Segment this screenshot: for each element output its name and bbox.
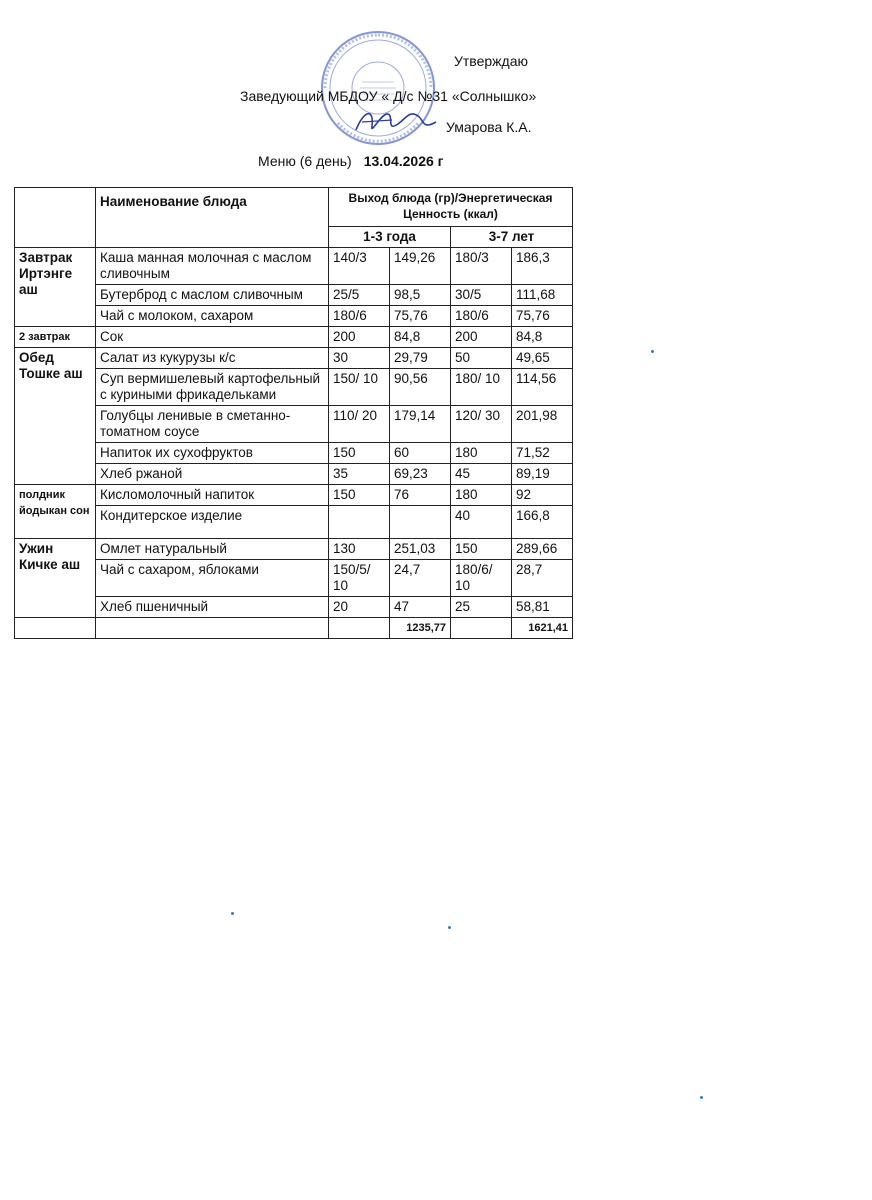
col-name-header: Наименование блюда [96, 188, 329, 248]
weight-1-3: 110/ 20 [329, 406, 390, 443]
weight-3-7: 150 [451, 539, 512, 560]
energy-1-3: 29,79 [390, 348, 451, 369]
weight-3-7: 180 [451, 443, 512, 464]
weight-3-7: 180/6/ 10 [451, 560, 512, 597]
table-header-row [15, 188, 573, 227]
head-name: Умарова К.А. [446, 119, 532, 135]
weight-3-7: 180/6 [451, 306, 512, 327]
table-row [15, 369, 573, 406]
menu-day: Меню (6 день) [258, 153, 352, 169]
section-label: 2 завтрак [15, 327, 96, 348]
energy-1-3: 251,03 [390, 539, 451, 560]
table-row [15, 306, 573, 327]
energy-3-7: 186,3 [512, 248, 573, 285]
section-label: Завтрак Иртэнге аш [15, 248, 96, 327]
head-title: Заведующий МБДОУ « Д/с №31 «Солнышко» [240, 88, 537, 104]
energy-1-3: 47 [390, 597, 451, 618]
scan-speck [231, 912, 234, 915]
approve-label: Утверждаю [454, 53, 528, 69]
energy-3-7: 111,68 [512, 285, 573, 306]
weight-3-7: 180/ 10 [451, 369, 512, 406]
energy-3-7: 166,8 [512, 506, 573, 539]
energy-1-3: 149,26 [390, 248, 451, 285]
table-row [15, 327, 573, 348]
section-label: полдник йодыкан сон [15, 485, 96, 539]
weight-1-3: 30 [329, 348, 390, 369]
header-empty-cell [15, 188, 96, 248]
energy-1-3: 90,56 [390, 369, 451, 406]
totals-empty-cell [451, 618, 512, 639]
table-row [15, 248, 573, 285]
total-1-3: 1235,77 [390, 618, 451, 639]
table-row [15, 406, 573, 443]
totals-row [15, 618, 573, 639]
signature [352, 100, 442, 140]
energy-1-3: 84,8 [390, 327, 451, 348]
energy-3-7: 114,56 [512, 369, 573, 406]
table-row [15, 485, 573, 506]
weight-1-3: 150 [329, 443, 390, 464]
table-row [15, 597, 573, 618]
totals-empty-cell [15, 618, 96, 639]
energy-3-7: 201,98 [512, 406, 573, 443]
weight-3-7: 30/5 [451, 285, 512, 306]
col-output-header: Выход блюда (гр)/Энергетическая Ценность (ккал) [329, 188, 573, 227]
section-label: Обед Тошке аш [15, 348, 96, 485]
weight-3-7: 180 [451, 485, 512, 506]
menu-title [258, 153, 444, 169]
energy-3-7: 92 [512, 485, 573, 506]
weight-3-7: 50 [451, 348, 512, 369]
weight-1-3: 20 [329, 597, 390, 618]
table-row [15, 539, 573, 560]
energy-1-3: 24,7 [390, 560, 451, 597]
dish-name: Бутерброд с маслом сливочным [96, 285, 329, 306]
weight-1-3: 150 [329, 485, 390, 506]
weight-3-7: 45 [451, 464, 512, 485]
table-row [15, 506, 573, 539]
weight-1-3: 140/3 [329, 248, 390, 285]
dish-name: Чай с сахаром, яблоками [96, 560, 329, 597]
energy-1-3: 179,14 [390, 406, 451, 443]
total-3-7: 1621,41 [512, 618, 573, 639]
dish-name: Голубцы ленивые в сметанно-томатном соусе [96, 406, 329, 443]
dish-name: Каша манная молочная с маслом сливочным [96, 248, 329, 285]
weight-3-7: 200 [451, 327, 512, 348]
scan-speck [651, 350, 654, 353]
energy-1-3: 69,23 [390, 464, 451, 485]
weight-3-7: 25 [451, 597, 512, 618]
totals-empty-cell [96, 618, 329, 639]
energy-1-3: 76 [390, 485, 451, 506]
dish-name: Хлеб пшеничный [96, 597, 329, 618]
energy-3-7: 84,8 [512, 327, 573, 348]
energy-1-3: 60 [390, 443, 451, 464]
weight-1-3: 180/6 [329, 306, 390, 327]
table-row [15, 560, 573, 597]
energy-3-7: 28,7 [512, 560, 573, 597]
section-label: Ужин Кичке аш [15, 539, 96, 618]
scan-speck [700, 1096, 703, 1099]
energy-3-7: 89,19 [512, 464, 573, 485]
dish-name: Суп вермишелевый картофельный с куриными фрикадельками [96, 369, 329, 406]
menu-date: 13.04.2026 г [363, 153, 444, 169]
weight-1-3: 150/ 10 [329, 369, 390, 406]
dish-name: Напиток их сухофруктов [96, 443, 329, 464]
dish-name: Кисломолочный напиток [96, 485, 329, 506]
weight-1-3: 130 [329, 539, 390, 560]
table-row [15, 443, 573, 464]
table-row [15, 464, 573, 485]
dish-name: Хлеб ржаной [96, 464, 329, 485]
energy-3-7: 75,76 [512, 306, 573, 327]
energy-3-7: 289,66 [512, 539, 573, 560]
dish-name: Кондитерское изделие [96, 506, 329, 539]
totals-empty-cell [329, 618, 390, 639]
energy-3-7: 58,81 [512, 597, 573, 618]
dish-name: Салат из кукурузы к/с [96, 348, 329, 369]
col-age2-header: 3-7 лет [451, 227, 573, 248]
table-row [15, 285, 573, 306]
weight-1-3 [329, 506, 390, 539]
weight-3-7: 120/ 30 [451, 406, 512, 443]
weight-3-7: 40 [451, 506, 512, 539]
weight-1-3: 200 [329, 327, 390, 348]
weight-3-7: 180/3 [451, 248, 512, 285]
weight-1-3: 25/5 [329, 285, 390, 306]
energy-1-3: 98,5 [390, 285, 451, 306]
energy-1-3 [390, 506, 451, 539]
col-age1-header: 1-3 года [329, 227, 451, 248]
weight-1-3: 150/5/ 10 [329, 560, 390, 597]
energy-3-7: 71,52 [512, 443, 573, 464]
scan-speck [448, 926, 451, 929]
weight-1-3: 35 [329, 464, 390, 485]
dish-name: Омлет натуральный [96, 539, 329, 560]
menu-table [14, 187, 573, 639]
energy-1-3: 75,76 [390, 306, 451, 327]
dish-name: Сок [96, 327, 329, 348]
dish-name: Чай с молоком, сахаром [96, 306, 329, 327]
energy-3-7: 49,65 [512, 348, 573, 369]
table-row [15, 348, 573, 369]
